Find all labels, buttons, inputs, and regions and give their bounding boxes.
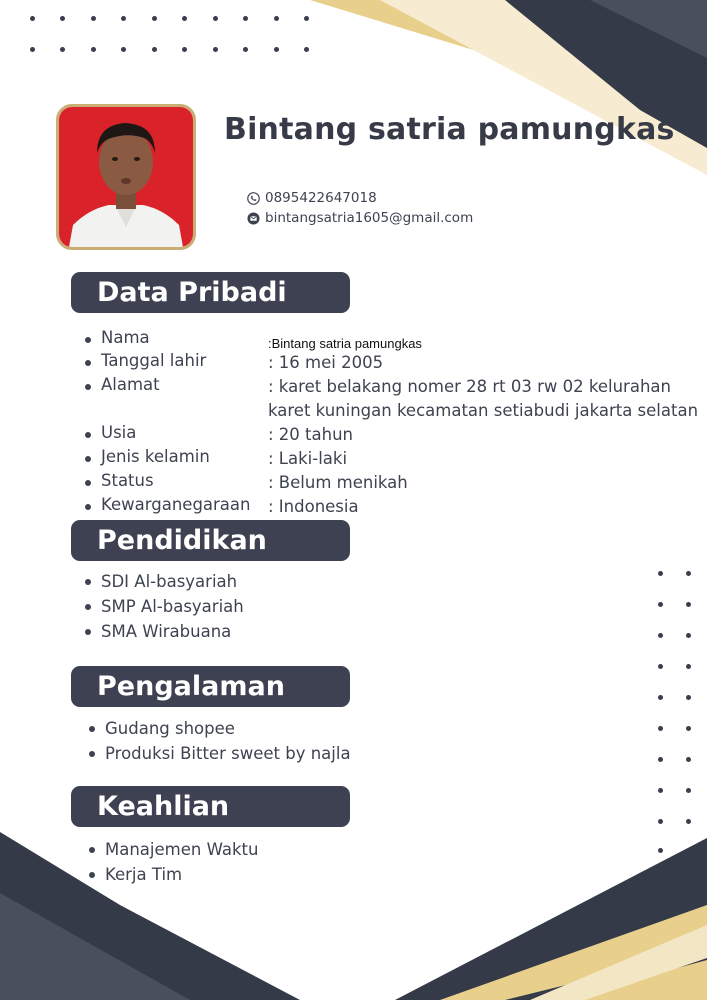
phone-icon <box>247 192 260 205</box>
list-item: Kerja Tim <box>86 862 258 887</box>
data-label: Alamat <box>101 375 160 394</box>
list-item: SMA Wirabuana <box>82 619 244 644</box>
data-value: : Indonesia <box>268 497 359 516</box>
phone-number: 0895422647018 <box>265 190 377 206</box>
keahlian-list <box>86 837 258 887</box>
list-item: SDI Al-basyariah <box>82 569 244 594</box>
data-pribadi-header: Data Pribadi <box>71 272 350 313</box>
keahlian-header: Keahlian <box>71 786 350 827</box>
profile-photo-illustration <box>59 107 193 247</box>
email-address: bintangsatria1605@gmail.com <box>265 210 474 226</box>
data-value: : karet belakang nomer 28 rt 03 rw 02 kelurahan karet kuningan kecamatan setiabudi jakarta selatan <box>268 377 699 420</box>
dot-pattern-right <box>658 571 698 861</box>
bullet <box>85 337 91 343</box>
candidate-name: Bintang satria pamungkas <box>224 112 675 147</box>
pendidikan-header: Pendidikan <box>71 520 350 561</box>
list-item: SMP Al-basyariah <box>82 594 244 619</box>
email-contact <box>247 210 473 226</box>
bullet <box>85 432 91 438</box>
data-value: : Belum menikah <box>268 473 408 492</box>
data-value: : 20 tahun <box>268 425 353 444</box>
phone-contact <box>247 190 377 206</box>
data-value: : 16 mei 2005 <box>268 353 384 372</box>
profile-photo <box>56 104 196 250</box>
bullet <box>85 360 91 366</box>
data-label: Usia <box>101 423 137 442</box>
data-label: Nama <box>101 328 150 347</box>
data-label: Tanggal lahir <box>101 351 207 370</box>
dot-pattern-top <box>30 16 320 56</box>
pengalaman-header: Pengalaman <box>71 666 350 707</box>
bullet <box>85 384 91 390</box>
list-item: Manajemen Waktu <box>86 837 258 862</box>
email-icon <box>247 212 260 225</box>
data-label: Jenis kelamin <box>101 447 210 466</box>
bullet <box>85 456 91 462</box>
data-label: Kewarganegaraan <box>101 495 251 514</box>
pendidikan-list <box>82 569 244 644</box>
data-label: Status <box>101 471 154 490</box>
data-value: :Bintang satria pamungkas <box>268 336 422 351</box>
pengalaman-list <box>86 716 351 766</box>
data-value: : Laki-laki <box>268 449 348 468</box>
list-item: Produksi Bitter sweet by najla <box>86 741 351 766</box>
list-item: Gudang shopee <box>86 716 351 741</box>
bullet <box>85 480 91 486</box>
bullet <box>85 504 91 510</box>
